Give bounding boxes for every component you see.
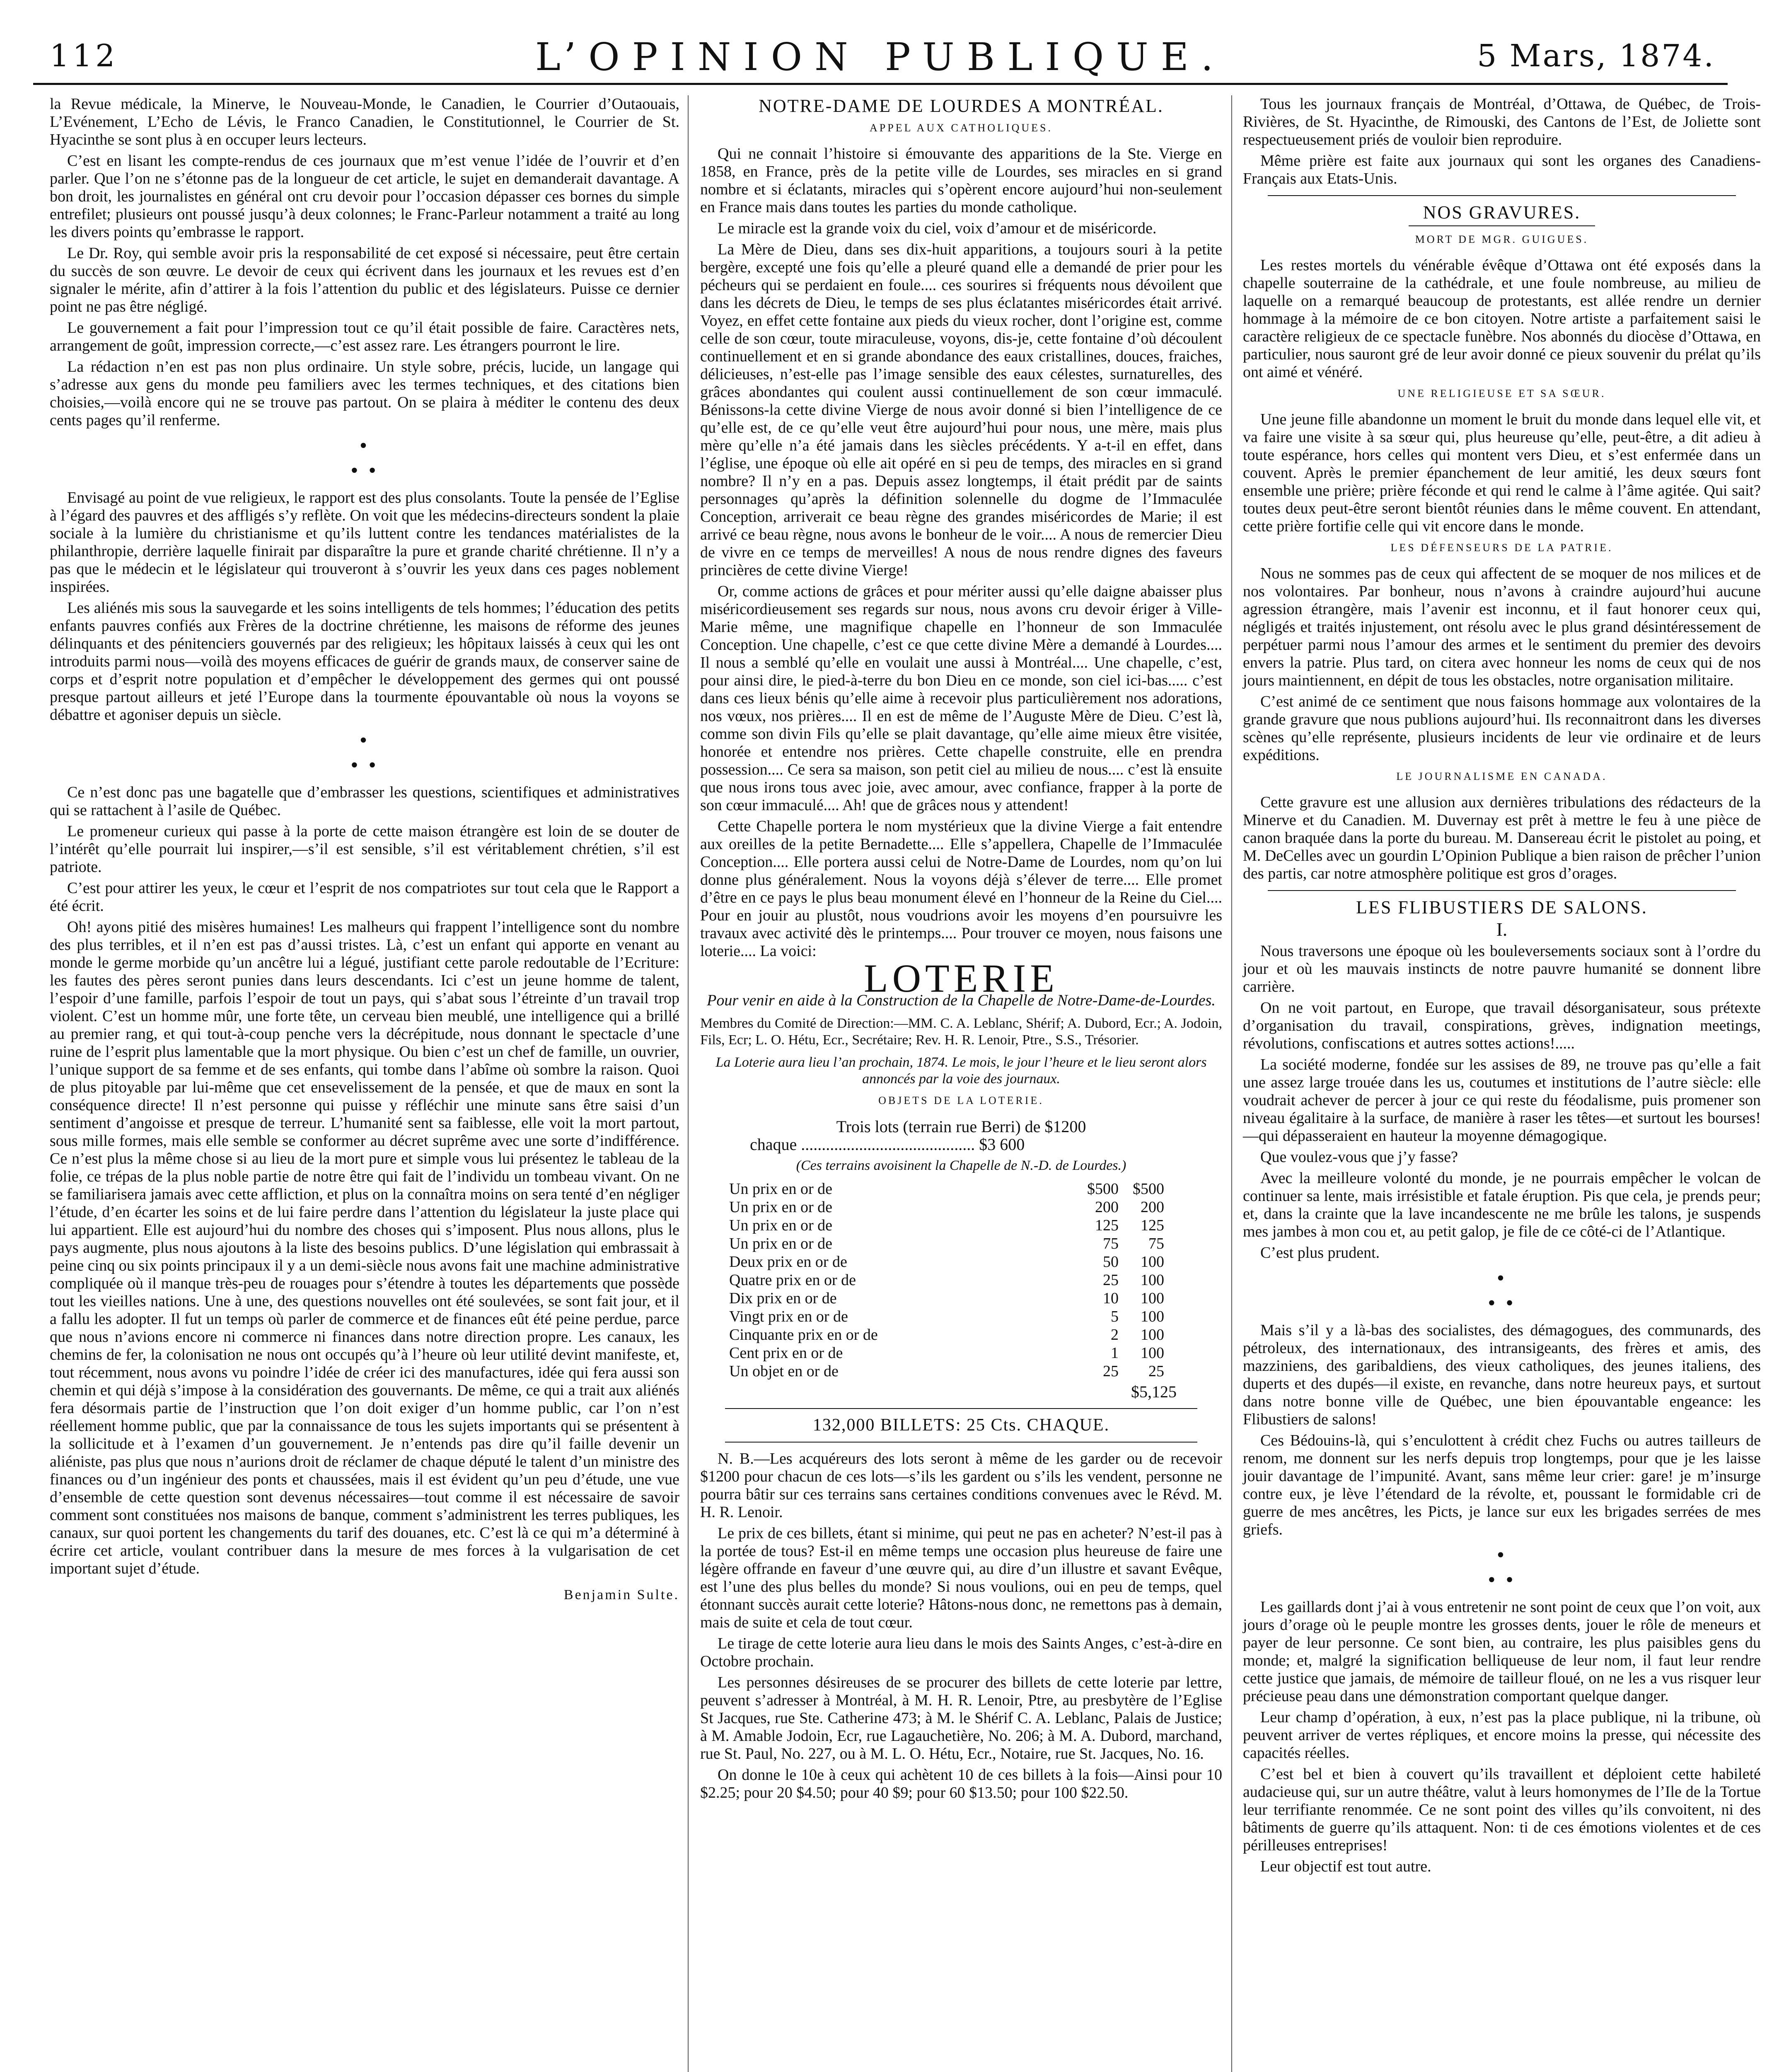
lots-note: (Ces terrains avoisinent la Chapelle de N.-D. de Lourdes.) [796,1158,1126,1173]
prize-label: Vingt prix en or de [729,1308,848,1325]
newspaper-title: L’OPINION PUBLIQUE. [535,35,1226,79]
paragraph: C’est bel et bien à couvert qu’ils travaillent et déploient cette habileté audacieuse qui, sur un autre théâtre, valut à leurs homonymes de l’Ile de la Tortue leur terrifiante renommée. Ce ne sont point des villes qu’ils convoitent, ni des bâtiments de guerre qu’ils attaquent. Non: ti de ces émotions violentes et de ces périlleuses entreprises! [1243,1765,1761,1854]
paragraph: Les aliénés mis sous la sauvegarde et les soins intelligents de tels hommes; l’éducation des petits enfants pauvres confiés aux Frères de la doctrine chrétienne, les maisons de réforme des jeunes délinquants et des pénitenciers gouvernés par des religieux; les hôpitaux laissés à ceux qui les ont introduits parmi nous—voilà des moyens efficaces de guérir de grands maux, de conserver saine de corps et d’esprit notre population et d’empêcher le développement des germes qui ont poussé presque partout ailleurs et jeté l’Europe dans la tourmente épouvantable où nous la voyons se débattre et agoniser depuis un siècle. [50,599,679,724]
paragraph: Les personnes désireuses de se procurer des billets de cette loterie par lettre, peuvent s’adresser à Montréal, à M. H. R. Lenoir, Ptre, au presbytère de l’Eglise St Jacques, rue Ste. Catherine 473; à M. le Shérif C. A. Leblanc, Palais de Justice; à M. Amable Jodoin, Ecr, rue Lagauchetière, No. 206; à M. A. Dubord, marchand, rue St. Paul, No. 227, ou à M. L. O. Hétu, Ecr., Notaire, rue St. Jacques, No. 16. [700,1674,1222,1762]
paragraph: Même prière est faite aux journaux qui sont les organes des Canadiens-Français aux Etats-Unis. [1243,152,1761,187]
column-divider [1231,95,1232,2072]
paragraph: Ces Bédouins-là, qui s’enculottent à crédit chez Fuchs ou autres tailleurs de renom, me donnent sur les nerfs depuis trop longtemps, pour que je les laisse jouir davantage de l’impunité. Avant, sans même leur crier: gare! je m’insurge contre eux, je lève l’étendard de la révolte, et, poussant le formidable cri de guerre de mes ancêtres, les Picts, je lance sur eux les brigades serrées de mes griefs. [1243,1432,1761,1538]
committee-members: Membres du Comité de Direction:—MM. C. A. Leblanc, Shérif; A. Dubord, Ecr.; A. Jodoin, Fils, Ecr; L. O. Hétu, Ecr., Secrétaire; Rev. H. R. Lenoir, Ptre., S.S., Trésorier. [700,1016,1222,1048]
prize-unit-value: 200 [1095,1198,1119,1216]
lots-each-line [750,1135,1222,1153]
prize-row [729,1234,1164,1253]
tickets-line: 132,000 BILLETS: 25 Cts. CHAQUE. [812,1416,1110,1435]
prize-row [729,1289,1164,1307]
prize-row [729,1253,1164,1271]
subsection-heading: UNE RELIGIEUSE ET SA SŒUR. [1397,387,1606,399]
paragraph: la Revue médicale, la Minerve, le Nouveau-Monde, le Canadien, le Courrier d’Outaouais, L’Evénement, L’Echo de Lévis, le Franco Canadien, le Constitutionnel, le Courrier de St. Hyacinthe se sont plus à en occuper leurs lecteurs. [50,95,679,148]
paragraph: N. B.—Les acquéreurs des lots seront à même de les garder ou de recevoir $1200 pour chacun de ces lots—s’ils les gardent ou s’ils les vendent, personne ne pourra bâtir sur ces terrains sans certaines conditions convenues avec le Révd. M. H. R. Lenoir. [700,1450,1222,1521]
prize-row [729,1198,1164,1216]
prize-unit-value: 50 [1103,1253,1119,1271]
prize-label: Dix prix en or de [729,1290,837,1307]
prize-total-value: 100 [1141,1308,1164,1325]
divider [1268,195,1736,196]
prize-label: Quatre prix en or de [729,1271,856,1289]
section-separator: • • • [350,434,379,482]
prize-row [729,1271,1164,1289]
paragraph: Nous traversons une époque où les bouleversements sociaux sont à l’ordre du jour et où les mauvais instincts de notre pauvre humanité se donnent libre carrière. [1243,942,1761,995]
draw-notice: La Loterie aura lieu l’an prochain, 1874. Le mois, le jour l’heure et le lieu seront alors annoncés par la voie des journaux. [715,1055,1207,1087]
lots-each-label: chaque [750,1135,797,1154]
article-subheading: APPEL AUX CATHOLIQUES. [870,122,1053,134]
prize-total-value: 100 [1141,1344,1164,1362]
paragraph: Mais s’il y a là-bas des socialistes, des démagogues, des communards, des pétroleux, des internationaux, des intransigeants, des frères et amis, des mazziniens, des garibaldiens, des vieux catholiques, des jeunes italiens, des duperts et des dupés—il existe, en revanche, dans notre heureux pays, et surtout dans notre bonne ville de Québec, une bien épouvantable engeance: les Flibustiers de salons! [1243,1322,1761,1428]
prize-row [729,1344,1164,1362]
prize-total-value: 25 [1148,1363,1164,1380]
issue-date: 5 Mars, 1874. [1477,38,1715,74]
paragraph: Le Dr. Roy, qui semble avoir pris la responsabilité de cet exposé si nécessaire, peut être certain du succès de son œuvre. Le devoir de ceux qui écrivent dans les journaux et les revues est d’en signaler le mérite, afin d’attirer à la fois l’attention du public et des législateurs. Puisse ce dernier point ne pas être négligé. [50,244,679,315]
prize-unit-value: 25 [1103,1363,1119,1380]
column-2 [700,95,1222,2072]
divider [725,1408,1197,1409]
paragraph: Que voulez-vous que j’y fasse? [1260,1148,1458,1166]
lots-line: Trois lots (terrain rue Berri) de $1200 [836,1117,1086,1136]
prize-total-value: 100 [1141,1271,1164,1289]
paragraph: On ne voit partout, en Europe, que travail désorganisateur, sous prétexte d’organisation du travail, conspirations, grèves, indignation meetings, révolutions, confiscations et autres sottes actions!..... [1243,999,1761,1052]
paragraph: Cette gravure est une allusion aux dernières tribulations des rédacteurs de la Minerve et du Canadien. M. Duvernay est prêt à mettre le feu à une pièce de canon braquée dans la porte du bureau. M. Dansereau écrit le pistolet au poing, et M. DeCelles avec un gourdin L’Opinion Publique a bien raison de prêcher l’union des partis, car notre atmosphère politique est gros d’orages. [1243,794,1761,882]
paragraph: Or, comme actions de grâces et pour mériter aussi qu’elle daigne abaisser plus miséricordieusement ses regards sur nous, nous avons cru devoir ériger à Ville-Marie même, une magnifique chapelle en l’honneur de son Immaculée Conception. Une chapelle, c’est ce que cette divine Mère a demandé à Lourdes.... Il nous a semblé qu’elle en voulait une aussi à Montréal.... Une chapelle, c’est, pour ainsi dire, le pied-à-terre du bon Dieu en ce monde, son ciel ici-bas..... c’est dans ces lieux bénis qu’elle aime à recevoir plus particulièrement nos adorations, nos vœux, nos prières.... Il en est de même de l’Auguste Mère de Dieu. C’est là, comme son divin Fils qu’elle se plait davantage, qu’elle aime mieux être visitée, honorée et entendre nos prières. Cette chapelle construite, elle en prendra possession.... Ce sera sa maison, son petit ciel au milieu de nous.... c’est là ensuite que nous irons tous avec joie, avec amour, avec confiance, frapper à la porte de son cœur immaculé.... Ah! que de grâces nous y attendent! [700,583,1222,814]
paragraph: Oh! ayons pitié des misères humaines! Les malheurs qui frappent l’intelligence sont du nombre des plus terribles, et il n’en est pas d’aussi tristes. Là, c’est un enfant qui apporte en venant au monde le germe morbide qu’un ancêtre lui a légué, justifiant cette parole redoutable de l’Ecriture: les fautes des pères seront punies dans leurs descendants. Ici c’est un jeune homme de talent, l’espoir d’une famille, parfois l’espoir de tout un pays, qui s’abat sous l’étreinte d’un travail trop violent. C’est un homme mûr, une forte tête, un cerveau bien meublé, une intelligence qui a brillé au premier rang, et qui tout-à-coup penche vers la décrépitude, nous donnant le spectacle d’une ruine de l’esprit plus lamentable que la mort physique. Ou bien c’est un chef de famille, un ouvrier, l’unique support de sa femme et de ses enfants, qui tombe dans l’abîme où sombre la raison. Quoi de plus pitoyable par lui-même que cet ensevelissement de la pensée, et que de maux en sont la conséquence directe! Il n’est personne qui puisse y réfléchir une minute sans être saisi d’un sentiment d’angoisse et presque de terreur. L’humanité sent sa faiblesse, elle voit la mort partout, sous mille formes, mais elle semble se conformer au décret suprême avec une sorte d’indifférence. Ce n’est plus la même chose si au lieu de la mort pure et simple vous lui présentez le tableau de la folie, ce trépas de la plus noble partie de notre être qui fait de l’individu un tombeau vivant. On ne se familiarisera jamais avec cette affliction, et plus on la connaîtra moins on sera tenté d’en négliger l’étude, d’en écarter les soins et de lui faire perdre dans l’attention du législateur la juste place qui lui appartient. Elle est aujourd’hui du nombre des choses qui s’imposent. Plus nous allons, plus le pays augmente, plus nous ajoutons à la liste des besoins publics. D’une législation qui embrassait à peine cinq ou six points principaux il y a un demi-siècle nous avons fait une machine administrative compliquée où il manque très-peu de rouages pour s’étendre à toutes les départements que possède tout les vieilles nations. Une à une, des questions nouvelles ont été soulevées, se sont fait jour, et il a fallu les adopter. Il fut un temps où parler de commerce et de finances eût été peine perdue, parce que nous n’avions encore ni commerce ni finances dans notre direction propre. Les canaux, les chemins de fer, la colonisation ne nous ont occupés qu’à l’heure où leur utilité devint manifeste, et, tout récemment, nous avons vu poindre l’idée de créer ici des manufactures, idée qui fera aussi son chemin et qui déjà s’impose à la considération des gouvernants. De même, ce qui a trait aux aliénés fera désormais partie de l’instruction que l’on doit exiger d’un homme public, car l’on n’est réellement homme public, que par la connaissance de tous les sujets importants qui se présentent à la sollicitude et à l’examen d’un gouvernement. Je n’entends pas dire qu’il faille devenir un aliéniste, pas plus que nous n’aurions droit de réclamer de chaque député le talent d’un ministre des finances ou d’un ingénieur des ponts et chaussées, mais il est évident qu’un peu d’étude, une vue d’ensemble de cette question sont devenus nécessaires—tout comme il est nécessaire de savoir comment sont constituées nos maisons de banque, comment s’administrent les terres publiques, les canaux, sur quoi portent les changements du tarif des douanes, etc. C’est là ce qui m’a déterminé à écrire cet article, voulant contribuer dans la mesure de mes forces à la vulgarisation de cet important sujet d’étude. [50,918,679,1577]
column-3 [1243,95,1761,2072]
paragraph: Le tirage de cette loterie aura lieu dans le mois des Saints Anges, c’est-à-dire en Octobre prochain. [700,1635,1222,1670]
paragraph: La Mère de Dieu, dans ses dix-huit apparitions, a toujours souri à la petite bergère, excepté une fois qu’elle a pleuré quand elle a demandé de prier pour les pécheurs qui se perdaient en foule.... ces sourires si fréquents nous dévoilent que dans les décrets de Dieu, le temps de ses plus éclatantes miséricordes était arrivé. Voyez, en effet cette fontaine aux pieds du vieux rocher, dont l’origine est, comme celle de son cœur, toute miraculeuse, voyons, dis-je, cette fontaine d’où découlent continuellement et en si grande abondance des eaux cristallines, douces, fraiches, délicieuses, n’est-elle pas l’image sensible des eaux célestes, surnaturelles, des grâces abondantes qui coulent aussi continuellement de son cœur immaculé. Bénissons-la cette divine Vierge de nous avoir donné si bien l’intelligence de ce qu’elle est, de ce qu’elle veut être aujourd’hui pour nous, une mère, mais plus mère qu’elle n’a été jamais dans les siècles précédents. Y a-t-il en effet, dans l’église, une époque où elle ait opéré en si peu de temps, des miracles en si grand nombre? Il n’y en a pas. Depuis assez longtemps, il était prédit par de saints personnages qu’après la définition solennelle du dogme de l’Immaculée Conception, arriverait ce beau règne des grandes miséricordes de Marie; il est arrivé ce beau règne, nous avons le bonheur de le voir.... A nous de remercier Dieu de vivre en ce temps de merveilles! A nous de nous rendre dignes des faveurs princières de cette divine Vierge! [700,241,1222,579]
prize-label: Deux prix en or de [729,1253,847,1271]
column-divider [688,95,689,2072]
prize-total-value: 200 [1141,1198,1164,1216]
paragraph: Une jeune fille abandonne un moment le bruit du monde dans lequel elle vit, et va faire une visite à sa sœur qui, plus heureuse qu’elle, peut-être, a dit adieu à toute espérance, hors celles qui montent vers Dieu, et s’est enfermée dans un couvent. Après le premier épanchement de leur amitié, les deux sœurs font ensemble une prière; prière féconde et qui rend le calme à l’âme agitée. Qui sait? toutes deux peut-être seront bientôt réunies dans le même couvent. En attendant, cette prière fortifie celle qui vit encore dans le monde. [1243,411,1761,535]
paragraph: Les restes mortels du vénérable évêque d’Ottawa ont été exposés dans la chapelle souterraine de la cathédrale, et une foule nombreuse, au milieu de laquelle on a remarqué beaucoup de protestants, est allée rendre un dernier hommage à la mémoire de ce bon citoyen. Notre artiste a parfaitement saisi le caractère religieux de ce spectacle funèbre. Nos abonnés du diocèse d’Ottawa, en particulier, nous sauront gré de leur avoir donné ce pieux souvenir du prélat qu’ils ont aimé et vénéré. [1243,257,1761,381]
paragraph: Cette Chapelle portera le nom mystérieux que la divine Vierge a fait entendre aux oreilles de la petite Bernadette.... Elle s’appellera, Chapelle de l’Immaculée Conception.... Elle portera aussi celui de Notre-Dame de Lourdes, nom qu’on lui donne plus généralement. Nous la voyons déjà s’élever de terre.... Elle promet d’être en ce pays le plus beau monument élevé en l’honneur de la Reine du Ciel.... Pour en jouir au plustôt, nous voudrions avoir les moyens d’en poursuivre les travaux avec activité dès le printemps.... Pour trouver ce moyen, nous faisons une loterie.... La voici: [700,818,1222,960]
prize-unit-value: 25 [1103,1271,1119,1289]
paragraph: Nous ne sommes pas de ceux qui affectent de se moquer de nos milices et de nos volontaires. Par bonheur, nous n’avons à craindre aujourd’hui aucune agression étrangère, mais l’avenir est inconnu, et il faut honorer ceux qui, négligés et traités injustement, ont résolu avec le plus grand désintéressement de perpétuer parmi nous l’amour des armes et le sentiment du premier des devoirs envers la patrie. Plus tard, on citera avec honneur les noms de ceux qui de nos jours maintiennent, en dépit de tous les obstacles, notre organisation militaire. [1243,565,1761,689]
subsection-heading: MORT DE MGR. GUIGUES. [1415,233,1589,245]
lots-each-value: $3 600 [979,1135,1025,1154]
paragraph: Qui ne connait l’histoire si émouvante des apparitions de la Ste. Vierge en 1858, en France, près de la petite ville de Lourdes, ses miracles en si grand nombre et si éclatants, miracles qui s’opèrent encore aujourd’hui non-seulement en France mais dans toutes les parties du monde catholique. [700,145,1222,216]
prize-unit-value: 10 [1103,1290,1119,1307]
prize-unit-value: 2 [1111,1326,1119,1343]
paragraph: Ce n’est donc pas une bagatelle que d’embrasser les questions, scientifiques et administratives qui se rattachent à l’asile de Québec. [50,784,679,819]
prize-unit-value: 1 [1111,1344,1119,1362]
prize-label: Un prix en or de [729,1217,833,1234]
prize-row [729,1216,1164,1234]
prize-total-value: 125 [1141,1217,1164,1234]
section-heading: LES FLIBUSTIERS DE SALONS. [1356,897,1648,917]
paragraph: La rédaction n’en est pas non plus ordinaire. Un style sobre, précis, lucide, un langage qui s’adresse aux gens du monde peu familiers avec les termes techniques, et des citations bien choisies,—voilà encore qui ne se trouve pas partout. On se plaira à méditer le contenu des deux cents pages qu’il renferme. [50,358,679,429]
prize-label: Cinquante prix en or de [729,1326,878,1343]
paragraph: La société moderne, fondée sur les assises de 89, ne trouve pas qu’elle a fait une assez large trouée dans les us, coutumes et institutions de l’autre siècle: elle voudrait achever de percer à jour ce qui reste du féodalisme, puis promener son niveau égalitaire à la surface, de manière à raser les têtes—et surtout les bourses!—qui dépasseraient en hauteur la moyenne démagogique. [1243,1056,1761,1145]
column-1 [50,95,679,2072]
paragraph: C’est pour attirer les yeux, le cœur et l’esprit de nos compatriotes sur tout cela que le Rapport a été écrit. [50,879,679,915]
article-heading: NOTRE-DAME DE LOURDES A MONTRÉAL. [759,96,1164,116]
prize-row [729,1180,1164,1198]
prize-row [729,1362,1164,1380]
prize-label: Un objet en or de [729,1363,839,1380]
prize-unit-value: $500 [1087,1180,1119,1198]
paragraph: Le promeneur curieux qui passe à la porte de cette maison étrangère est loin de se douter de l’intérêt qu’elle pourrait lui inspirer,—s’il est sensible, s’il est véritablement chrétien, s’il est patriote. [50,823,679,876]
prize-total-value: 100 [1141,1326,1164,1343]
prize-row [729,1326,1164,1344]
dot-leader: .......................................... [801,1135,975,1154]
paragraph: Le gouvernement a fait pour l’impression tout ce qu’il était possible de faire. Caractères nets, arrangement de goût, impression correcte,—c’est assez rare. Les étrangers pourront le lire. [50,319,679,354]
author-signature: Benjamin Sulte. [563,1587,679,1602]
prize-label: Un prix en or de [729,1180,833,1198]
paragraph: Les gaillards dont j’ai à vous entretenir ne sont point de ceux que l’on voit, aux jours d’orage où le peuple montre les grosses dents, jouer le rôle de meneurs et payer de leur personne. Ce sont bien, au contraire, les plus paisibles gens du monde; et, malgré la signification belliqueuse de leur nom, il faut leur rendre cette justice que jamais, de mémoire de tailleur floué, on ne les a vus risquer leur précieuse peau dans une démonstration comportant quelque danger. [1243,1598,1761,1705]
paragraph: C’est en lisant les compte-rendus de ces journaux que m’est venue l’idée de l’ouvrir et d’en parler. Que l’on ne s’étonne pas de la longueur de cet article, le sujet en demanderait davantage. A bon droit, les journalistes en général ont cru devoir pour l’occasion dépasser ces bornes du simple entrefilet; plusieurs ont poussé jusqu’à deux colonnes; le Franc-Parleur notamment a traité au long les divers points qu’embrasse le rapport. [50,152,679,241]
divider [1268,890,1736,891]
divider [725,1442,1197,1443]
prizes-heading: OBJETS DE LA LOTERIE. [878,1094,1044,1106]
subsection-heading: LE JOURNALISME EN CANADA. [1396,770,1607,782]
paragraph: Tous les journaux français de Montréal, d’Ottawa, de Québec, de Trois-Rivières, de St. Hyacinthe, de Rimouski, des Cantons de l’Est, de Joliette sont respectueusement priés de vouloir bien reproduire. [1243,95,1761,148]
paragraph: Avec la meilleure volonté du monde, je ne pourrais empêcher le volcan de continuer sa lente, mais irrésistible et fatale éruption. Pis que cela, je prends peur; et, dans la crainte que la lave incandescente ne me brûle les talons, je suspends mes jambes à mon cou et, au petit galop, je file de ce côté-ci de l’Atlantique. [1243,1169,1761,1240]
lottery-subtitle: Pour venir en aide à la Construction de la Chapelle de Notre-Dame-de-Lourdes. [707,992,1216,1009]
paragraph: On donne le 10e à ceux qui achètent 10 de ces billets à la fois—Ainsi pour 10 $2.25; pour 20 $4.50; pour 40 $9; pour 60 $13.50; pour 100 $22.50. [700,1766,1222,1801]
prize-label: Cent prix en or de [729,1344,843,1362]
prize-total-value: $500 [1133,1180,1164,1198]
prizes-table [729,1180,1164,1380]
prizes-total: $5,125 [1131,1382,1177,1401]
paragraph: Leur champ d’opération, à eux, n’est pas la place publique, ni la tribune, où peuvent arriver de vertes répliques, et encore moins la presse, qui nécessite des capacités réelles. [1243,1709,1761,1762]
prize-total-value: 100 [1141,1253,1164,1271]
lottery-title: LOTERIE [864,956,1059,1000]
paragraph: C’est plus prudent. [1260,1244,1380,1261]
divider [1409,225,1595,226]
prize-label: Un prix en or de [729,1235,833,1252]
prize-row [729,1307,1164,1326]
paragraph: Envisagé au point de vue religieux, le rapport est des plus consolants. Toute la pensée de l’Eglise à l’égard des pauvres et des affligés s’y reflète. On voit que les médecins-directeurs sondent la plaie sociale à la lumière du christianisme et qu’ils luttent contre les tendances matérialistes de la philanthropie, derrière laquelle finirait par disparaître la pure et grande charité chrétienne. Il n’y a pas que le médecin et le législateur qui trouveront à s’ouvrir les yeux dans ces pages noblement inspirées. [50,489,679,595]
prize-unit-value: 125 [1095,1217,1119,1234]
prize-total-value: 100 [1141,1290,1164,1307]
section-separator: • • • [1488,1266,1516,1315]
section-heading: NOS GRAVURES. [1423,202,1581,223]
section-number: I. [1496,919,1508,940]
masthead [33,29,1728,85]
prize-unit-value: 75 [1103,1235,1119,1252]
paragraph: C’est animé de ce sentiment que nous faisons hommage aux volontaires de la grande gravure que nous publions aujourd’hui. Ils reconnaitront dans les diverses scènes qu’elle représente, plusieurs incidents de leur vie ordinaire et de leurs expéditions. [1243,693,1761,764]
paragraph: Le miracle est la grande voix du ciel, voix d’amour et de miséricorde. [718,220,1157,237]
prize-label: Un prix en or de [729,1198,833,1216]
section-separator: • • • [350,729,379,777]
paragraph: Le prix de ces billets, étant si minime, qui peut ne pas en acheter? N’est-il pas à la portée de tous? Est-il en même temps une occasion plus heureuse de faire une légère offrande en faveur d’une œuvre qui, au dire d’un illustre et savant Evêque, est l’une des plus belles du monde? Si nous voulions, oui en peu de temps, quel étonnant succès aurait cette loterie? Hâtons-nous donc, ne remettons pas à demain, mais de suite et cela de tout cœur. [700,1525,1222,1631]
page-number: 112 [50,38,118,74]
prize-total-value: 75 [1148,1235,1164,1252]
paragraph: Leur objectif est tout autre. [1260,1858,1431,1875]
section-separator: • • • [1488,1543,1516,1592]
prize-unit-value: 5 [1111,1308,1119,1325]
subsection-heading: LES DÉFENSEURS DE LA PATRIE. [1390,542,1613,554]
